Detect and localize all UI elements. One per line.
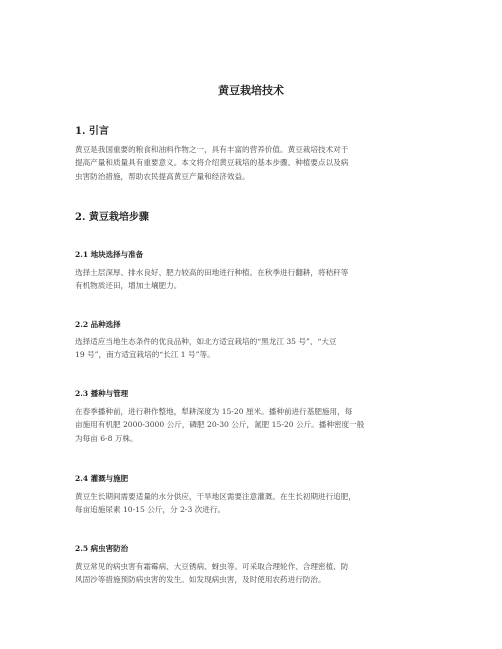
subsection-heading-sowing-management: 2.3 播种与管理 (75, 389, 129, 398)
paragraph-line: 选择土层深厚、排水良好、肥力较高的田地进行种植。在秋季进行翻耕，将秸秆等 (75, 268, 349, 277)
paragraph-line: 风固沙等措施预防病虫害的发生。如发现病虫害，及时使用农药进行防治。 (75, 575, 326, 585)
land-selection-paragraph (75, 266, 433, 293)
sowing-management-paragraph (75, 405, 433, 445)
subsection-heading-irrigation-fertilization: 2.4 灌溉与施肥 (75, 474, 129, 483)
pest-control-paragraph (75, 560, 433, 587)
paragraph-line: 提高产量和质量具有重要意义。本文将介绍黄豆栽培的基本步骤、种植要点以及病 (75, 158, 349, 168)
paragraph-line: 有机物质还田，增加土壤肥力。 (75, 281, 182, 291)
paragraph-line: 在春季播种前，进行耕作整地，犁耕深度为 15-20 厘米。播种前进行基肥施用，每 (75, 407, 353, 416)
paragraph-line: 19 号”，南方适宜栽培的“长江 1 号”等。 (75, 350, 215, 360)
variety-selection-paragraph (75, 335, 433, 362)
paragraph-line: 亩施用有机肥 2000-3000 公斤，磷肥 20-30 公斤，氮肥 15-20 公斤。播种密度一般 (75, 420, 365, 430)
section-heading-cultivation-steps: 2. 黄豆栽培步骤 (75, 212, 149, 223)
paragraph-line: 黄豆生长期间需要适量的水分供应，干旱地区需要注意灌溉。在生长初期进行追肥， (75, 492, 356, 501)
document-title: 黄豆栽培技术 (218, 84, 284, 97)
introduction-paragraph (75, 143, 433, 183)
subsection-heading-land-selection: 2.1 地块选择与准备 (75, 250, 144, 259)
paragraph-line: 虫害防治措施，帮助农民提高黄豆产量和经济效益。 (75, 171, 250, 181)
subsection-heading-pest-control: 2.5 病虫害防治 (75, 544, 129, 553)
paragraph-line: 选择适应当地生态条件的优良品种，如北方适宜栽培的“黑龙江 35 号”、“大豆 (75, 337, 337, 346)
subsection-heading-variety-selection: 2.2 品种选择 (75, 320, 121, 329)
paragraph-line: 黄豆常见的病虫害有霜霉病、大豆锈病、蚜虫等。可采取合理轮作、合理密植、防 (75, 562, 349, 571)
paragraph-line: 为每亩 6-8 万株。 (75, 433, 138, 443)
irrigation-fertilization-paragraph (75, 490, 433, 517)
paragraph-line: 每亩追施尿素 10-15 公斤，分 2-3 次进行。 (75, 505, 226, 515)
section-heading-introduction: 1. 引言 (75, 126, 109, 137)
paragraph-line: 黄豆是我国重要的粮食和油料作物之一，具有丰富的营养价值。黄豆栽培技术对于 (75, 145, 349, 154)
